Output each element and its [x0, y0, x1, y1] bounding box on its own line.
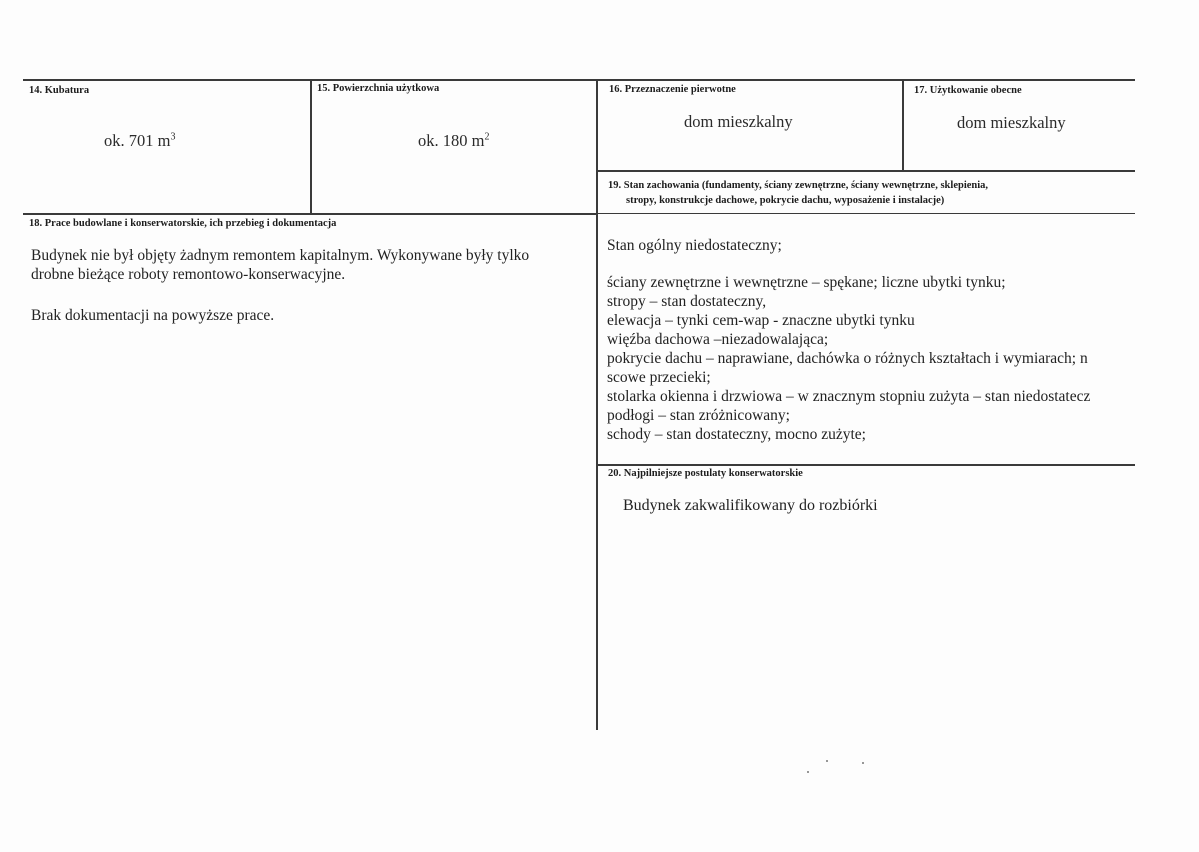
current-use-value: dom mieszkalny — [957, 113, 1066, 132]
condition-label-line-2: stropy, konstrukcje dachowe, pokrycie dachu, wyposażenie i instalacje) — [626, 195, 945, 206]
condition-line: podłogi – stan zróżnicowany; — [607, 407, 790, 424]
condition-line: schody – stan dostateczny, mocno zużyte; — [607, 426, 866, 443]
original-purpose-label: 16. Przeznaczenie pierwotne — [609, 84, 736, 95]
kubatura-exponent: 3 — [170, 131, 176, 143]
divider-16-17 — [902, 79, 904, 170]
construction-works-line-3: Brak dokumentacji na powyższe prace. — [31, 307, 275, 324]
condition-label-line-1: 19. Stan zachowania (fundamenty, ściany zewnętrzne, ściany wewnętrzne, sklepienia, — [608, 180, 989, 191]
condition-line: stropy – stan dostateczny, — [607, 293, 767, 310]
top-rule — [23, 79, 1135, 81]
condition-line: stolarka okienna i drzwiowa – w znacznym stopniu zużyta – stan niedostatecz — [607, 388, 1091, 405]
usable-area-label: 15. Powierzchnia użytkowa — [317, 83, 440, 94]
divider-14-15 — [310, 79, 312, 214]
construction-works-line-1: Budynek nie był objęty żadnym remontem kapitalnym. Wykonywane były tylko — [31, 247, 530, 264]
kubatura-number: ok. 701 m — [104, 131, 171, 150]
rule-under-16-17 — [598, 170, 1135, 172]
condition-line: elewacja – tynki cem-wap - znaczne ubytki tynku — [607, 312, 915, 329]
current-use-label: 17. Użytkowanie obecne — [914, 85, 1022, 96]
scan-speck — [826, 760, 828, 762]
usable-area-exponent: 2 — [484, 131, 490, 143]
scan-speck — [807, 771, 809, 773]
original-purpose-value: dom mieszkalny — [684, 112, 793, 131]
construction-works-line-2: drobne bieżące roboty remontowo-konserwacyjne. — [31, 266, 346, 283]
condition-description — [607, 236, 1134, 444]
conservation-postulates-value: Budynek zakwalifikowany do rozbiórki — [623, 497, 878, 514]
kubatura-value — [104, 131, 175, 151]
center-divider — [596, 79, 598, 730]
rule-above-18 — [23, 213, 598, 215]
condition-spacer — [607, 255, 1134, 273]
usable-area-value — [418, 131, 489, 151]
scan-speck — [862, 762, 864, 764]
rule-above-20 — [598, 464, 1135, 466]
conservation-postulates-label: 20. Najpilniejsze postulaty konserwatorskie — [608, 468, 803, 479]
condition-line: ściany zewnętrzne i wewnętrzne – spękane; liczne ubytki tynku; — [607, 274, 1006, 291]
condition-line: pokrycie dachu – naprawiane, dachówka o różnych kształtach i wymiarach; n — [607, 350, 1088, 367]
kubatura-label: 14. Kubatura — [29, 85, 90, 96]
condition-line: więźba dachowa –niezadowalająca; — [607, 331, 829, 348]
construction-works-label: 18. Prace budowlane i konserwatorskie, ich przebieg i dokumentacja — [29, 218, 337, 229]
rule-under-19-header — [598, 213, 1135, 214]
usable-area-number: ok. 180 m — [418, 131, 485, 150]
condition-line: scowe przecieki; — [607, 369, 711, 386]
condition-summary: Stan ogólny niedostateczny; — [607, 237, 782, 254]
